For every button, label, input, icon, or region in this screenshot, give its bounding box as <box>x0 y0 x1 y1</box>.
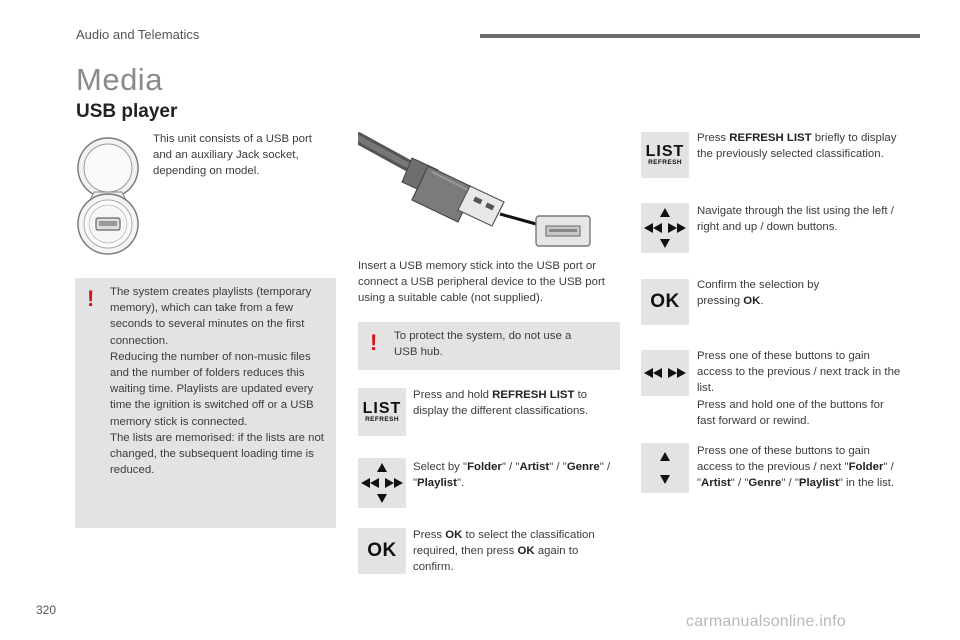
warning-paragraph: The lists are memorised: if the lists are not changed, the subsequent loading time is reduced. <box>110 431 324 477</box>
up-down-arrows-icon <box>641 443 689 493</box>
header-rule <box>480 34 920 38</box>
confirm-text <box>697 277 857 309</box>
key-name: Genre <box>566 461 600 473</box>
list-label: LIST <box>645 143 685 160</box>
four-way-arrows-icon <box>641 203 689 253</box>
press-ok-text <box>413 527 618 576</box>
text-fragment: Press one of these buttons to gain access to the previous / next " <box>697 445 870 474</box>
usb-port-illustration-icon <box>72 132 146 256</box>
list-label: LIST <box>362 400 402 417</box>
key-name: OK <box>445 529 463 541</box>
usb-stick-illustration-icon <box>358 130 596 252</box>
page-number: 320 <box>36 603 57 617</box>
page-title: Media <box>76 62 163 97</box>
text-fragment: " / " <box>501 461 520 473</box>
text-fragment: Select by " <box>413 461 468 473</box>
list-refresh-button-tile <box>641 132 689 178</box>
four-way-arrows-button-tile <box>641 203 689 253</box>
text-fragment: " / " <box>781 477 799 490</box>
text-fragment: ". <box>456 477 465 490</box>
warning-paragraph: The system creates playlists (temporary memory), which can take from a few seconds to several minutes on the first connection. <box>110 286 312 347</box>
four-way-arrows-button-tile <box>358 458 406 508</box>
usb-hub-note-text: To protect the system, do not use a USB hub. <box>394 330 572 359</box>
select-by-text <box>413 459 613 491</box>
text-fragment: Press <box>697 132 730 144</box>
insert-usb-text: Insert a USB memory stick into the USB port or connect a USB peripheral device to the USB port using a suitable cable (not supplied). <box>358 260 605 305</box>
watermark: carmanualsonline.info <box>686 613 846 630</box>
text-fragment: Confirm the selection by pressing <box>697 279 820 308</box>
navigate-text: Navigate through the list using the left / right and up / down buttons. <box>697 205 894 234</box>
refresh-brief-text <box>697 130 897 162</box>
classification-nav-text <box>697 443 897 492</box>
warning-icon: ! <box>87 286 95 311</box>
key-name: REFRESH LIST <box>492 389 575 401</box>
text-fragment: Press one of these buttons to gain access to the previous / next track in the list. <box>697 350 901 395</box>
hold-refresh-text <box>413 387 618 419</box>
track-skip-text <box>697 348 903 429</box>
text-fragment: again to confirm. <box>413 545 579 574</box>
text-fragment: " / " <box>413 461 611 490</box>
ok-button-tile <box>358 528 406 574</box>
text-fragment: " / " <box>549 461 567 473</box>
usb-hub-note-box <box>358 322 620 370</box>
key-name: Artist <box>519 461 550 473</box>
section-title: USB player <box>76 101 178 122</box>
text-fragment: Press and hold one of the buttons for fast forward or rewind. <box>697 398 884 427</box>
key-name: Folder <box>467 461 502 473</box>
text-fragment: " / " <box>730 477 749 490</box>
key-name: Artist <box>701 477 731 490</box>
key-name: Playlist <box>417 477 457 490</box>
ok-button-tile <box>641 279 689 325</box>
text-fragment: Press and hold <box>413 389 493 401</box>
list-refresh-button-tile <box>358 388 406 436</box>
text-fragment: briefly to display the previously selected classification. <box>697 132 897 161</box>
playlist-warning-box <box>75 278 336 528</box>
header-section-title: Audio and Telematics <box>76 27 200 42</box>
text-fragment: to select the classification required, then press <box>413 529 595 558</box>
warning-text <box>110 284 328 478</box>
warning-paragraph: Reducing the number of non-music files and the number of folders reduces this waiting time. Playlists are updated every time the ignition is switched off or a USB memory stick is connected. <box>110 350 314 428</box>
text-fragment: " in the list. <box>838 477 895 490</box>
four-way-arrows-icon <box>358 458 406 508</box>
text-fragment: . <box>760 295 764 308</box>
refresh-label: REFRESH <box>648 159 682 166</box>
key-name: Folder <box>848 461 884 474</box>
ok-label: OK <box>367 540 397 561</box>
key-name: REFRESH LIST <box>729 132 812 144</box>
key-name: OK <box>517 545 535 558</box>
warning-icon: ! <box>370 330 378 355</box>
up-down-arrows-button-tile <box>641 443 689 493</box>
refresh-label: REFRESH <box>365 416 399 423</box>
previous-next-arrows-icon <box>641 350 689 396</box>
intro-text: This unit consists of a USB port and an auxiliary Jack socket, depending on model. <box>153 133 312 178</box>
ok-label: OK <box>650 291 680 312</box>
key-name: OK <box>743 295 761 308</box>
text-fragment: " / " <box>697 461 894 490</box>
key-name: Genre <box>748 477 782 490</box>
text-fragment: Press <box>413 529 446 541</box>
text-fragment: to display the different classifications. <box>413 389 589 418</box>
skip-arrows-button-tile <box>641 350 689 396</box>
key-name: Playlist <box>798 477 839 490</box>
